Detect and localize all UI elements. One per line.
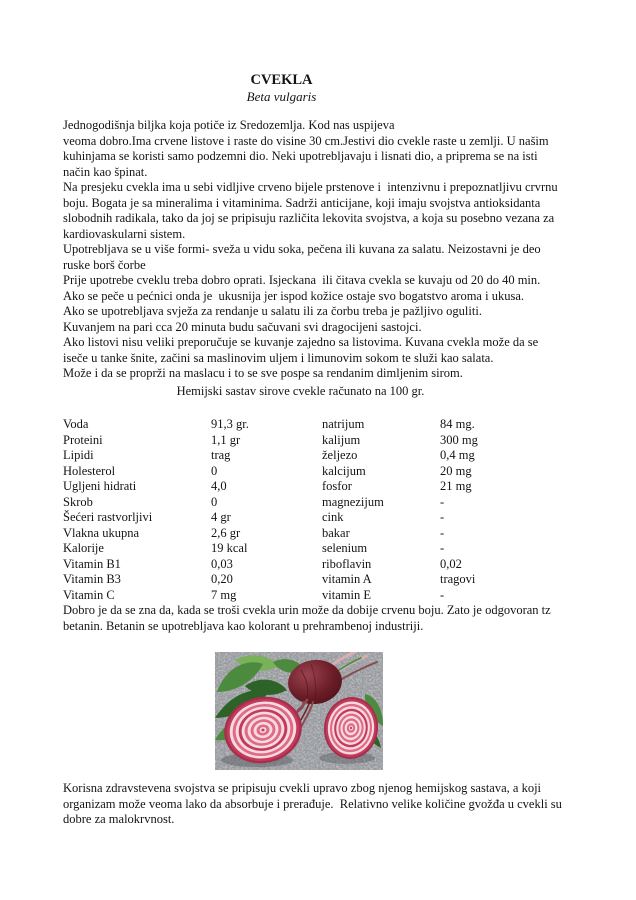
mineral-amount-cell: 84 mg.: [440, 417, 475, 431]
nutrition-table-row: [63, 417, 588, 433]
nutrition-table-row: [63, 588, 588, 604]
mineral-amount-cell: 300 mg: [440, 432, 478, 447]
nutrition-table-heading: Hemijski sastav sirove cvekle računato na 100 gr.: [176, 384, 425, 398]
nutrient-amount-cell: 1,1 gr: [211, 432, 241, 447]
nutrition-table-row: [63, 479, 588, 495]
text-line: Ako se peče u pećnici onda je ukusnija jer ispod kožice ostaje svo bogatstvo aroma i ukusa.: [63, 288, 524, 303]
nutrient-name-cell: Skrob: [63, 494, 93, 509]
mineral-amount-cell: 20 mg: [440, 463, 472, 478]
text-line: Kuvanjem na pari cca 20 minuta budu sačuvani svi dragocijeni sastojci.: [63, 319, 422, 334]
nutrition-table-row: [63, 495, 588, 511]
nutrition-table-row: [63, 557, 588, 573]
text-line: slobodnih radikala, tako da joj se pripisuju različita lekovita svojstva, a koja su posebno vezana za: [63, 211, 555, 225]
nutrient-amount-cell: 0: [211, 463, 218, 478]
nutrition-table-row: [63, 448, 588, 464]
mineral-name-cell: natrijum: [322, 417, 365, 431]
nutrient-amount-cell: 0: [211, 494, 218, 509]
nutrition-table-row: [63, 464, 588, 480]
nutrient-name-cell: Vitamin C: [63, 587, 115, 602]
mineral-amount-cell: 21 mg: [440, 479, 472, 493]
closing-paragraph: [63, 781, 593, 828]
nutrient-amount-cell: 4,0: [211, 479, 227, 493]
mineral-amount-cell: -: [440, 510, 445, 524]
nutrition-table-row: [63, 572, 588, 588]
mineral-name-cell: kalcijum: [322, 463, 366, 478]
nutrient-amount-cell: 7 mg: [211, 587, 237, 602]
mineral-amount-cell: -: [440, 587, 445, 602]
nutrition-table-row: [63, 433, 588, 449]
nutrient-amount-cell: 4 gr: [211, 510, 231, 524]
text-line: iseče u tanke šnite, začini sa maslinovim uljem i limunovim sokom te služi kao salata.: [63, 350, 494, 365]
mineral-amount-cell: tragovi: [440, 572, 476, 586]
text-line: način kao špinat.: [63, 164, 148, 179]
text-line: ruske borš čorbe: [63, 257, 146, 272]
page-title: CVEKLA: [250, 72, 313, 88]
mineral-name-cell: vitamin E: [322, 587, 371, 602]
text-line: Korisna zdravstevena svojstva se pripisuju cvekli upravo zbog njenog hemijskog sastava, a koji: [63, 781, 542, 795]
nutrient-amount-cell: 0,20: [211, 572, 233, 586]
nutrient-amount-cell: trag: [211, 448, 231, 462]
mineral-name-cell: kalijum: [322, 432, 361, 447]
text-line: kardiovaskularni sistem.: [63, 226, 186, 241]
nutrient-amount-cell: 19 kcal: [211, 541, 248, 555]
nutrition-table: [63, 417, 588, 603]
text-line: organizam može veoma lako da absorbuje i prerađuje. Relativno velike količine gvožđa u cvekli su: [63, 796, 562, 811]
nutrition-table-row: [63, 526, 588, 542]
betanin-paragraph: [63, 603, 591, 634]
nutrient-name-cell: Holesterol: [63, 463, 116, 478]
beet-photo-illustration: [215, 652, 383, 770]
text-line: Jednogodišnja biljka koja potiče iz Sredozemlja. Kod nas uspijeva: [63, 118, 395, 132]
mineral-name-cell: željezo: [322, 448, 358, 462]
nutrition-table-row: [63, 541, 588, 557]
nutrient-amount-cell: 2,6 gr: [211, 525, 241, 540]
nutrient-name-cell: Šećeri rastvorljivi: [63, 510, 153, 524]
text-line: Dobro je da se zna da, kada se troši cvekla urin može da dobije crvenu boju. Zato je odgovoran tz: [63, 603, 551, 617]
mineral-amount-cell: -: [440, 541, 445, 555]
mineral-name-cell: magnezijum: [322, 494, 384, 509]
text-line: Može i da se proprži na maslacu i to se sve pospe sa rendanim dimljenim sirom.: [63, 366, 463, 380]
nutrient-name-cell: Vitamin B3: [63, 572, 121, 586]
mineral-amount-cell: -: [440, 494, 445, 509]
text-line: dobre za malokrvnost.: [63, 812, 175, 826]
nutrient-name-cell: Vlakna ukupna: [63, 525, 140, 540]
text-line: kuhinjama se koristi samo podzemni dio. Neki upotrebljavaju i lisnati dio, a priprema se na isti: [63, 149, 538, 163]
text-line: Na presjeku cvekla ima u sebi vidljive crveno bijele prstenove i intenzivnu i prepoznatljivu crvrnu: [63, 180, 558, 194]
mineral-amount-cell: 0,02: [440, 556, 462, 571]
nutrition-table-row: [63, 510, 588, 526]
mineral-name-cell: riboflavin: [322, 556, 372, 571]
nutrient-name-cell: Proteini: [63, 432, 103, 447]
text-line: Upotrebljava se u više formi- sveža u vidu soka, pečena ili kuvana za salatu. Neizostavni je deo: [63, 242, 541, 256]
mineral-name-cell: bakar: [322, 525, 350, 540]
text-line: veoma dobro.Ima crvene listove i raste do visine 30 cm.Jestivi dio cvekle raste u zemlji. U našim: [63, 133, 549, 148]
text-line: betanin. Betanin se upotrebljava kao kolorant u prehrambenoj industriji.: [63, 618, 424, 633]
text-line: Prije upotrebe cveklu treba dobro oprati. Isjeckana ili čitava cvekla se kuvaju od 20 do 40 min.: [63, 273, 541, 287]
text-line: Ako listovi nisu veliki preporučuje se kuvanje zajedno sa listovima. Kuvana cvekla može da se: [63, 335, 539, 349]
nutrient-amount-cell: 0,03: [211, 556, 233, 571]
beet-photo: [215, 652, 383, 770]
text-line: boju. Bogata je sa mineralima i vitaminima. Sadrži anticijane, koji imaju svojstva antioksidanta: [63, 195, 541, 210]
intro-paragraphs: [63, 118, 591, 382]
mineral-name-cell: cink: [322, 510, 344, 524]
nutrient-amount-cell: 91,3 gr.: [211, 417, 249, 431]
mineral-amount-cell: -: [440, 525, 445, 540]
nutrient-name-cell: Voda: [63, 417, 89, 431]
mineral-amount-cell: 0,4 mg: [440, 448, 475, 462]
nutrient-name-cell: Kalorije: [63, 541, 104, 555]
mineral-name-cell: vitamin A: [322, 572, 372, 586]
mineral-name-cell: selenium: [322, 541, 368, 555]
text-line: Ako se upotrebljava svježa za rendanje u salatu ili za čorbu treba je pažljivo oguliti.: [63, 304, 482, 318]
page-subtitle: Beta vulgaris: [246, 89, 317, 104]
nutrient-name-cell: Lipidi: [63, 448, 94, 462]
nutrient-name-cell: Vitamin B1: [63, 556, 121, 571]
mineral-name-cell: fosfor: [322, 479, 352, 493]
nutrient-name-cell: Ugljeni hidrati: [63, 479, 137, 493]
